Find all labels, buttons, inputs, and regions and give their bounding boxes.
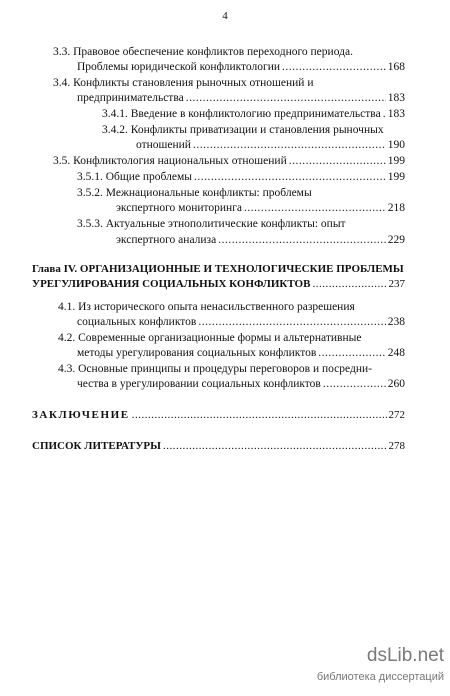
toc-page-number: 218 [387, 202, 405, 214]
toc-entry-3-5-1[interactable] [77, 170, 405, 184]
toc-entry-4-2[interactable] [77, 346, 405, 360]
toc-entry-title: Проблемы юридической конфликтологии [77, 61, 281, 73]
leader-dots [312, 277, 386, 291]
toc-conclusion[interactable] [32, 408, 405, 422]
leader-dots [383, 107, 386, 121]
toc-entry-4-3[interactable] [77, 377, 405, 391]
leader-dots [198, 315, 385, 329]
toc-chapter-4[interactable] [32, 277, 405, 291]
toc-page-number: 183 [387, 108, 405, 120]
leader-dots [132, 408, 387, 422]
toc-page-number: 238 [387, 316, 405, 328]
toc-entry-3-4-line1: 3.4. Конфликты становления рыночных отношений и [53, 77, 314, 89]
page-number: 4 [222, 10, 228, 22]
toc-bibliography[interactable] [32, 439, 405, 453]
toc-entry-4-1[interactable] [77, 315, 405, 329]
leader-dots [244, 201, 386, 215]
toc-entry-4-2-line1: 4.2. Современные организационные формы и альтернативные [58, 332, 362, 344]
toc-page-number: 229 [387, 234, 405, 246]
toc-entry-3-4[interactable] [77, 91, 405, 105]
toc-page-number: 199 [387, 155, 405, 167]
toc-chapter-4-line1: Глава IV. ОРГАНИЗАЦИОННЫЕ И ТЕХНОЛОГИЧЕСКИЕ ПРОБЛЕМЫ [32, 263, 404, 275]
watermark [304, 645, 444, 689]
toc-entry-title: ЗАКЛЮЧЕНИЕ [32, 409, 130, 421]
toc-page-number: 190 [387, 139, 405, 151]
toc-entry-3-4-2-line1: 3.4.2. Конфликты приватизации и становления рыночных [102, 124, 384, 136]
leader-dots [289, 154, 386, 168]
leader-dots [193, 138, 386, 152]
toc-page-number: 260 [387, 378, 405, 390]
toc-entry-title: чества в урегулировании социальных конфликтов [77, 378, 321, 390]
toc-entry-4-1-line1: 4.1. Из исторического опыта ненасильственного разрешения [58, 301, 355, 313]
leader-dots [318, 346, 385, 360]
toc-page-number: 272 [388, 409, 405, 421]
toc-entry-3-4-1[interactable] [102, 107, 405, 121]
toc-entry-3-5-2-line1: 3.5.2. Межнациональные конфликты: проблемы [77, 187, 312, 199]
leader-dots [186, 91, 386, 105]
toc-page-number: 237 [388, 278, 405, 290]
toc-entry-3-3-line1: 3.3. Правовое обеспечение конфликтов переходного периода. [53, 46, 353, 58]
toc-page-number: 248 [387, 347, 405, 359]
toc-entry-3-5-3[interactable] [116, 233, 405, 247]
toc-entry-4-3-line1: 4.3. Основные принципы и процедуры переговоров и посредни- [58, 363, 372, 375]
watermark-logo: dsLib.net [366, 645, 444, 666]
toc-entry-title: отношений [136, 139, 191, 151]
toc-entry-3-5[interactable] [53, 154, 405, 168]
leader-dots [218, 233, 386, 247]
toc-entry-title: УРЕГУЛИРОВАНИЯ СОЦИАЛЬНЫХ КОНФЛИКТОВ [32, 278, 311, 290]
toc-entry-3-4-2[interactable] [136, 138, 405, 152]
toc-entry-3-3[interactable] [77, 60, 405, 74]
watermark-subtitle: библиотека диссертаций [316, 671, 444, 683]
toc-entry-title: социальных конфликтов [77, 316, 197, 328]
toc-entry-title: экспертного анализа [116, 234, 217, 246]
toc-page-number: 278 [388, 440, 405, 452]
toc-entry-3-5-2[interactable] [116, 201, 405, 215]
leader-dots [323, 377, 386, 391]
toc-entry-3-5-3-line1: 3.5.3. Актуальные этнополитические конфликты: опыт [77, 218, 346, 230]
toc-page-number: 199 [387, 171, 405, 183]
toc-entry-title: 3.4.1. Введение в конфликтологию предпринимательства [102, 108, 381, 120]
toc-entry-title: экспертного мониторинга [116, 202, 243, 214]
toc-entry-title: СПИСОК ЛИТЕРАТУРЫ [32, 440, 161, 452]
leader-dots [163, 439, 387, 453]
toc-entry-title: методы урегулирования социальных конфликтов [77, 347, 317, 359]
leader-dots [194, 170, 386, 184]
toc-entry-title: 3.5.1. Общие проблемы [77, 171, 192, 183]
toc-entry-title: предпринимательства [77, 92, 184, 104]
toc-page-number: 183 [387, 92, 405, 104]
leader-dots [282, 60, 386, 74]
toc-entry-title: 3.5. Конфликтология национальных отношений [53, 155, 287, 167]
toc-page-number: 168 [387, 61, 405, 73]
